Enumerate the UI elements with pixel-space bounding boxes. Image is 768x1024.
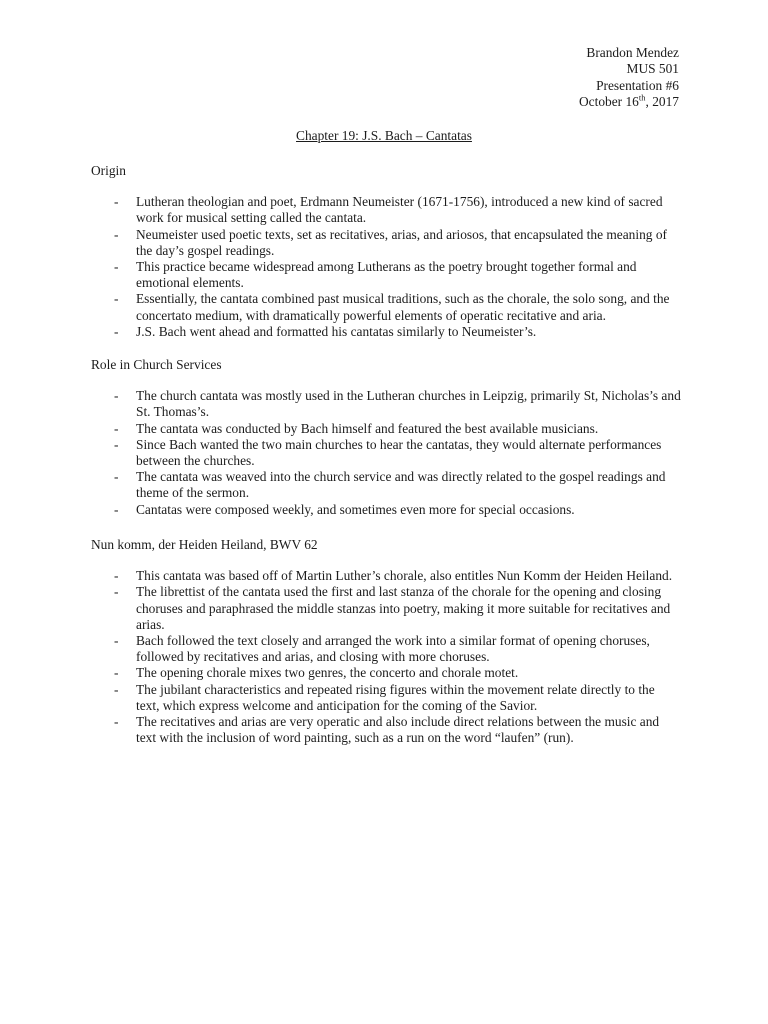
course-code: MUS 501 bbox=[626, 61, 679, 77]
bullet-item bbox=[91, 584, 681, 633]
bullet-dash: - bbox=[114, 436, 119, 452]
bullet-dash: - bbox=[114, 665, 119, 681]
bullet-dash: - bbox=[114, 259, 119, 275]
bullet-list bbox=[91, 388, 681, 518]
bullet-item bbox=[91, 714, 681, 746]
bullet-item bbox=[91, 324, 681, 340]
bullet-text: J.S. Bach went ahead and formatted his cantatas similarly to Neumeister’s. bbox=[136, 323, 537, 339]
bullet-item bbox=[91, 194, 681, 226]
bullet-text: Neumeister used poetic texts, set as recitatives, arias, and ariosos, that encapsulated the meaning of the day’s gospel readings. bbox=[136, 226, 667, 258]
presentation-number: Presentation #6 bbox=[596, 77, 679, 93]
bullet-text: Cantatas were composed weekly, and sometimes even more for special occasions. bbox=[136, 501, 575, 517]
bullet-list bbox=[91, 568, 681, 746]
bullet-item bbox=[91, 665, 681, 681]
bullet-item bbox=[91, 682, 681, 714]
bullet-dash: - bbox=[114, 584, 119, 600]
date-month-day: October 16 bbox=[579, 94, 639, 110]
bullet-text: The recitatives and arias are very operatic and also include direct relations between the music and text with the inclusion of word painting, such as a run on the word “laufen” (run). bbox=[136, 714, 660, 746]
bullet-dash: - bbox=[114, 568, 119, 584]
bullet-text: This cantata was based off of Martin Luther’s chorale, also entitles Nun Komm der Heiden Heiland. bbox=[136, 568, 673, 584]
bullet-text: Lutheran theologian and poet, Erdmann Neumeister (1671-1756), introduced a new kind of sacred work for musical setting called the cantata. bbox=[136, 194, 663, 226]
section-origin bbox=[91, 163, 681, 340]
section-heading: Nun komm, der Heiden Heiland, BWV 62 bbox=[91, 537, 318, 552]
bullet-text: The librettist of the cantata used the first and last stanza of the chorale for the opening and closing choruses and paraphrased the middle stanzas into poetry, making it more suitable for recitatives and arias. bbox=[136, 584, 671, 632]
section-heading: Role in Church Services bbox=[91, 357, 222, 372]
section-role-in-church-services bbox=[91, 357, 681, 518]
bullet-item bbox=[91, 259, 681, 291]
bullet-dash: - bbox=[114, 194, 119, 210]
bullet-text: The opening chorale mixes two genres, the concerto and chorale motet. bbox=[136, 665, 519, 681]
bullet-item bbox=[91, 437, 681, 469]
bullet-dash: - bbox=[114, 633, 119, 649]
bullet-text: Bach followed the text closely and arranged the work into a similar format of opening choruses, followed by recitatives and arias, and closing with more choruses. bbox=[136, 633, 650, 665]
bullet-dash: - bbox=[114, 501, 119, 517]
date-ordinal-suffix: th bbox=[638, 92, 646, 103]
section-heading: Origin bbox=[91, 163, 126, 178]
bullet-dash: - bbox=[114, 714, 119, 730]
section-bwv-62 bbox=[91, 537, 681, 746]
bullet-item bbox=[91, 421, 681, 437]
author-header bbox=[579, 45, 679, 111]
bullet-dash: - bbox=[114, 420, 119, 436]
bullet-dash: - bbox=[114, 226, 119, 242]
date-year: , 2017 bbox=[645, 94, 679, 110]
bullet-dash: - bbox=[114, 681, 119, 697]
bullet-text: The jubilant characteristics and repeated rising figures within the movement relate directly to the text, which express welcome and anticipation for the coming of the Savior. bbox=[136, 681, 655, 713]
bullet-dash: - bbox=[114, 469, 119, 485]
bullet-dash: - bbox=[114, 388, 119, 404]
bullet-text: Since Bach wanted the two main churches to hear the cantatas, they would alternate performances between the churches. bbox=[136, 436, 662, 469]
bullet-text: This practice became widespread among Lutherans as the poetry brought together formal and emotional elements. bbox=[136, 259, 637, 291]
bullet-dash: - bbox=[114, 323, 119, 339]
bullet-item bbox=[91, 502, 681, 518]
bullet-text: The cantata was conducted by Bach himself and featured the best available musicians. bbox=[136, 420, 599, 436]
bullet-text: The church cantata was mostly used in the Lutheran churches in Leipzig, primarily St, Nicholas’s and St. Thomas’s. bbox=[136, 388, 681, 420]
document-title: Chapter 19: J.S. Bach – Cantatas bbox=[296, 128, 472, 143]
bullet-item bbox=[91, 388, 681, 420]
bullet-text: The cantata was weaved into the church service and was directly related to the gospel readings and theme of the sermon. bbox=[136, 469, 666, 501]
document-date bbox=[579, 94, 679, 110]
bullet-dash: - bbox=[114, 291, 119, 307]
bullet-item bbox=[91, 227, 681, 259]
bullet-item bbox=[91, 469, 681, 501]
author-name: Brandon Mendez bbox=[586, 45, 679, 60]
bullet-text: Essentially, the cantata combined past musical traditions, such as the chorale, the solo song, and the concertato medium, with dramatically powerful elements of operatic recitative and aria. bbox=[136, 291, 670, 323]
bullet-list bbox=[91, 194, 681, 340]
bullet-item bbox=[91, 291, 681, 323]
bullet-item bbox=[91, 633, 681, 665]
bullet-item bbox=[91, 568, 681, 584]
